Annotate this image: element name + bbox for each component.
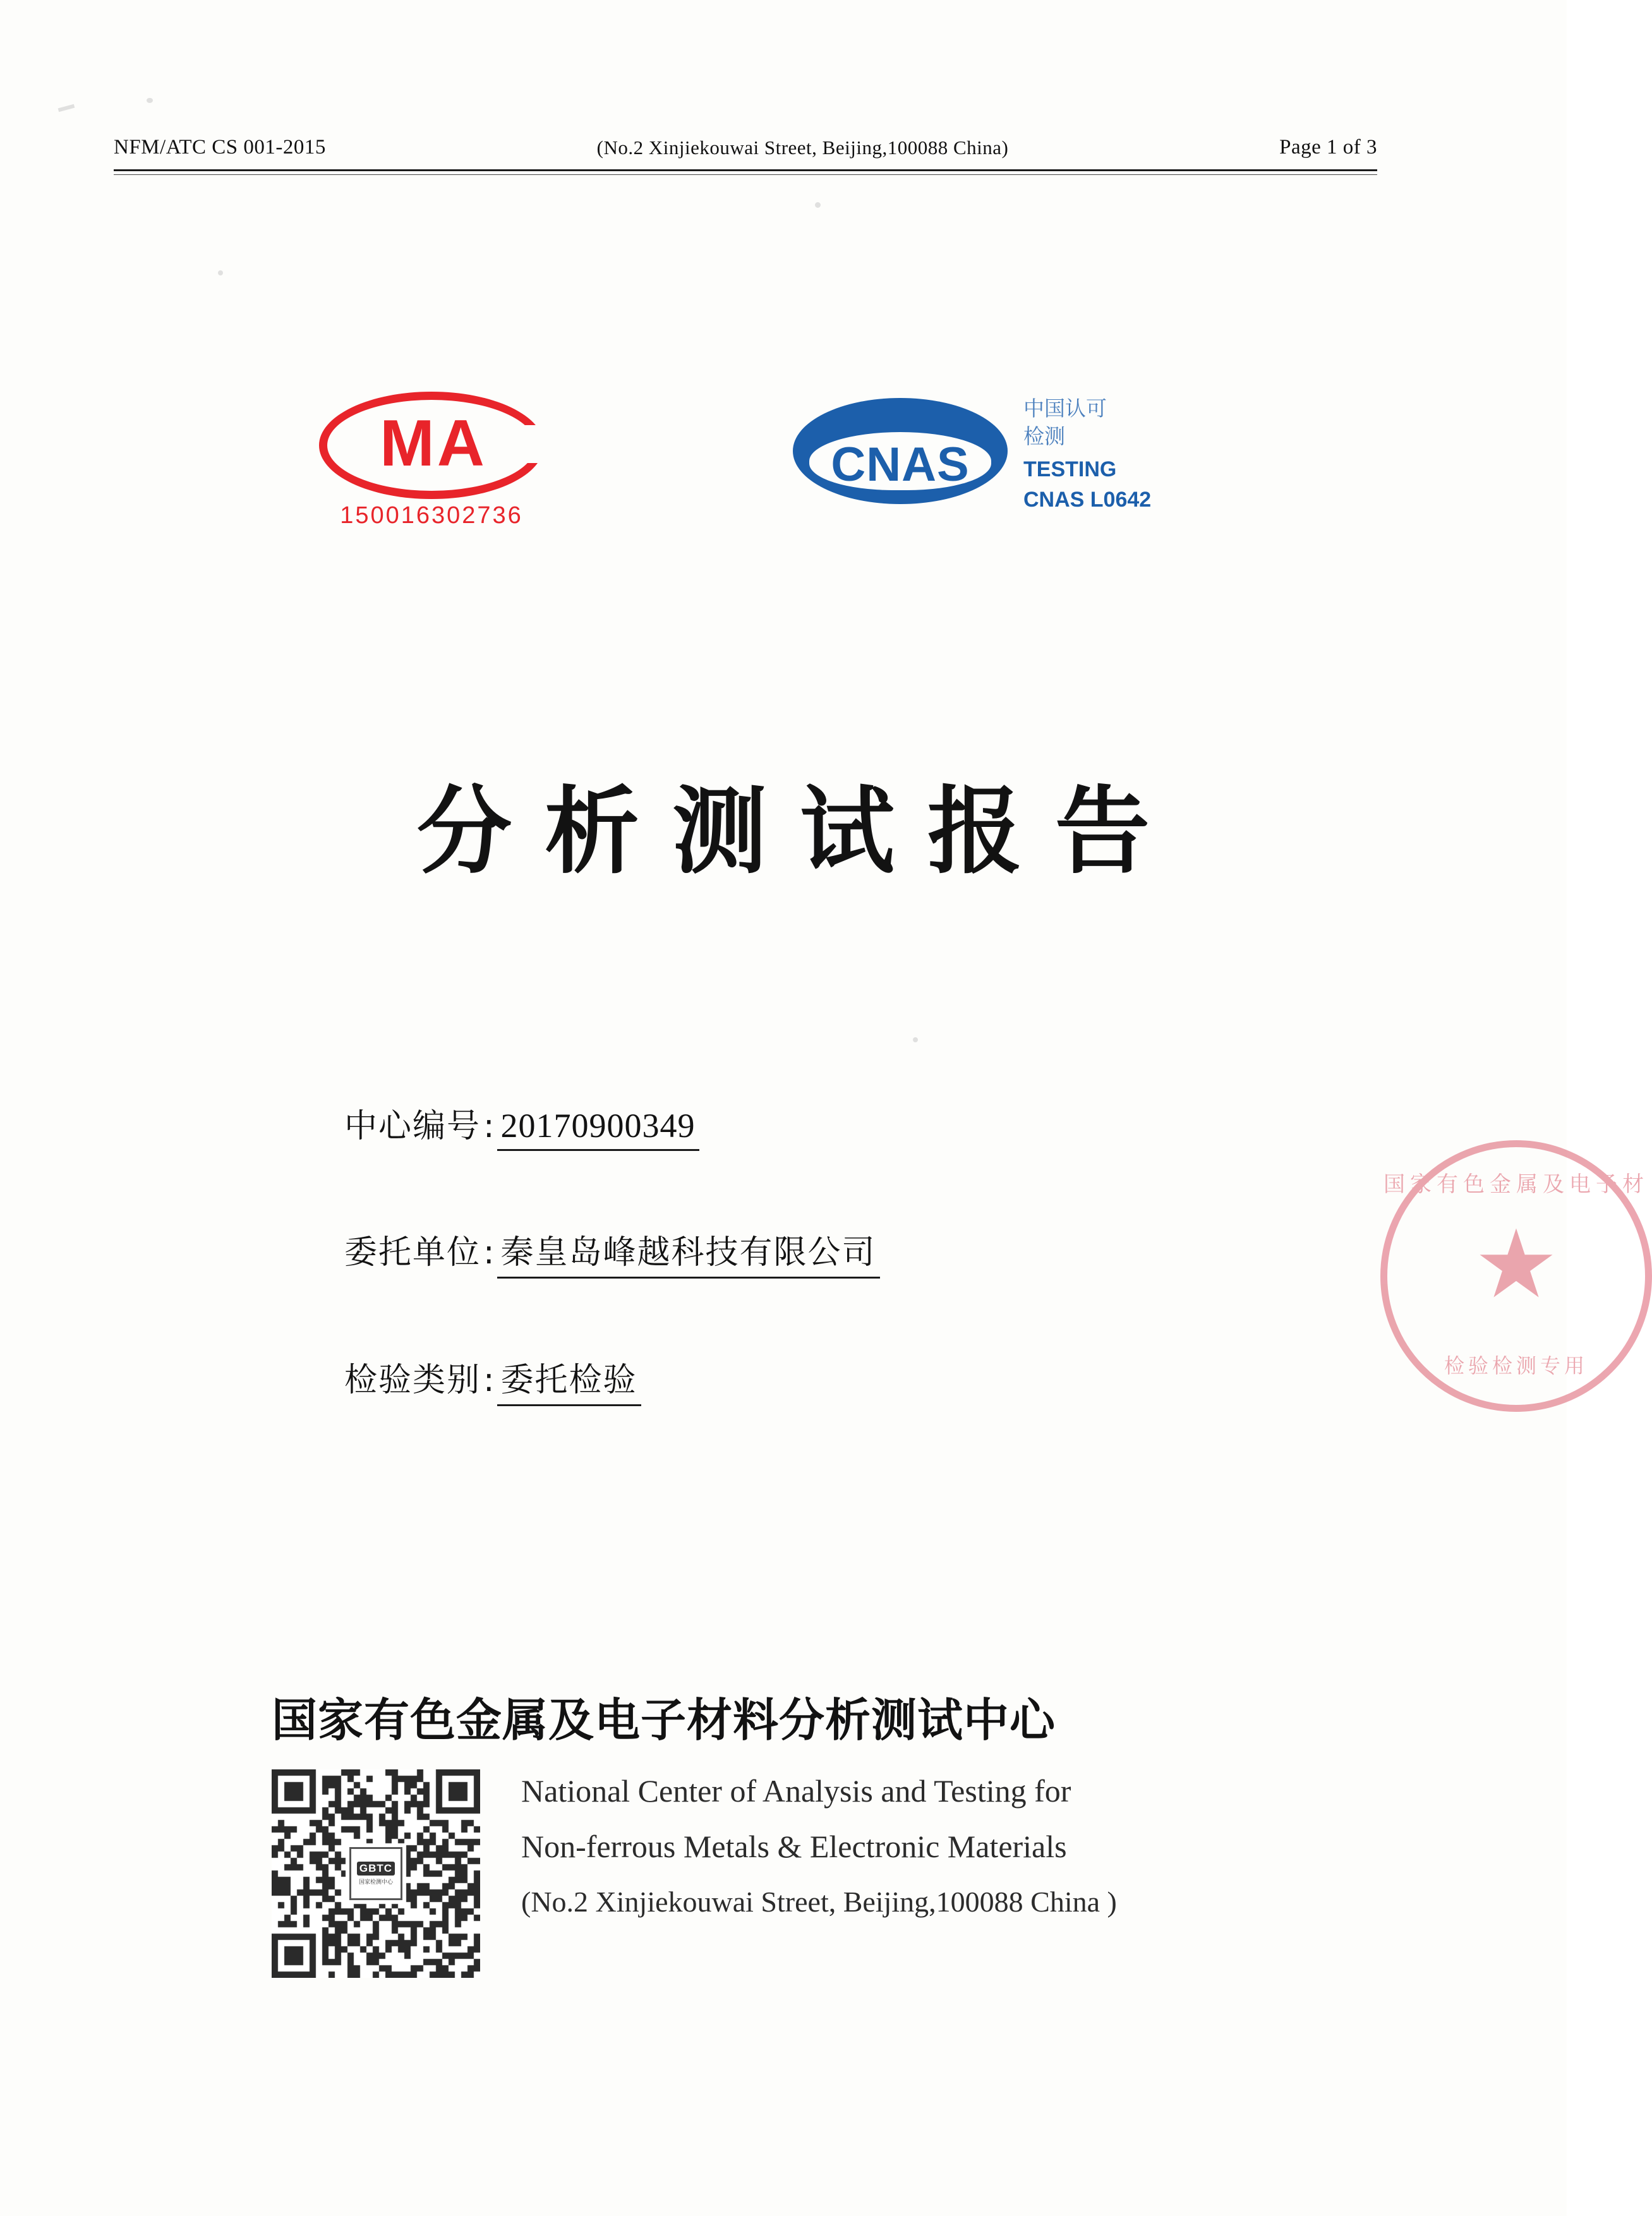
cnas-wordmark: CNAS (831, 438, 970, 491)
organization-address-en: (No.2 Xinjiekouwai Street, Beijing,100088 China ) (521, 1886, 1117, 1918)
cnas-code: CNAS L0642 (1023, 488, 1152, 512)
organization-block (272, 1683, 1358, 1930)
cnas-logo (793, 395, 1210, 565)
field-value-center-number: 20170900349 (497, 1106, 699, 1151)
seal-star-icon: ★ (1473, 1212, 1559, 1318)
field-row (344, 1099, 1292, 1151)
field-label-client: 委托单位 (344, 1234, 481, 1272)
seal-text-top: 国家有色金属及电子材 (1384, 1172, 1649, 1197)
field-row (344, 1225, 1292, 1279)
document-code: NFM/ATC CS 001-2015 (114, 136, 326, 159)
page-header (114, 136, 1377, 159)
scan-speck (815, 202, 821, 208)
cnas-line-en: TESTING (1023, 457, 1117, 481)
report-fields (344, 1099, 1292, 1481)
qr-logo-sublabel: 国家检测中心 (358, 1879, 393, 1886)
qr-logo-label: GBTC (357, 1862, 395, 1876)
header-divider (114, 169, 1377, 171)
scan-speck (913, 1037, 918, 1042)
cnas-line-cn-2: 检测 (1023, 425, 1065, 448)
scan-speck (218, 270, 223, 275)
cma-certificate-number: 150016302736 (340, 502, 523, 529)
official-seal-stamp (1380, 1140, 1652, 1412)
qr-code (272, 1769, 480, 1978)
organization-en-wrap (272, 1763, 1358, 1930)
organization-name-cn: 国家有色金属及电子材料分析测试中心 (272, 1694, 1056, 1747)
cma-letters: MA (380, 407, 487, 480)
field-value-inspection-type: 委托检验 (497, 1353, 641, 1406)
cnas-line-cn-1: 中国认可 (1023, 397, 1107, 420)
scan-speck (147, 98, 153, 103)
cnas-badge-icon (793, 398, 1008, 505)
field-value-client: 秦皇岛峰越科技有限公司 (497, 1225, 880, 1279)
organization-name-en-line2: Non-ferrous Metals & Electronic Materials (521, 1829, 1067, 1864)
cnas-text-block (1023, 395, 1213, 515)
organization-name-en-line1: National Center of Analysis and Testing for (521, 1773, 1071, 1809)
field-label-inspection-type: 检验类别 (344, 1361, 481, 1399)
page-title: 分析测试报告 (416, 777, 1183, 887)
header-address: (No.2 Xinjiekouwai Street, Beijing,100088 China) (596, 136, 1009, 159)
scan-speck (58, 104, 75, 112)
field-colon: : (483, 1361, 495, 1399)
cma-logo (319, 392, 546, 543)
qr-center-logo (349, 1847, 402, 1900)
field-colon: : (483, 1234, 495, 1272)
header-divider-secondary (114, 174, 1377, 175)
field-row (344, 1353, 1292, 1406)
field-colon: : (483, 1107, 495, 1145)
seal-text-bottom: 检验检测专用 (1444, 1354, 1588, 1378)
field-label-center-number: 中心编号 (344, 1107, 481, 1145)
page-indicator: Page 1 of 3 (1279, 136, 1377, 159)
